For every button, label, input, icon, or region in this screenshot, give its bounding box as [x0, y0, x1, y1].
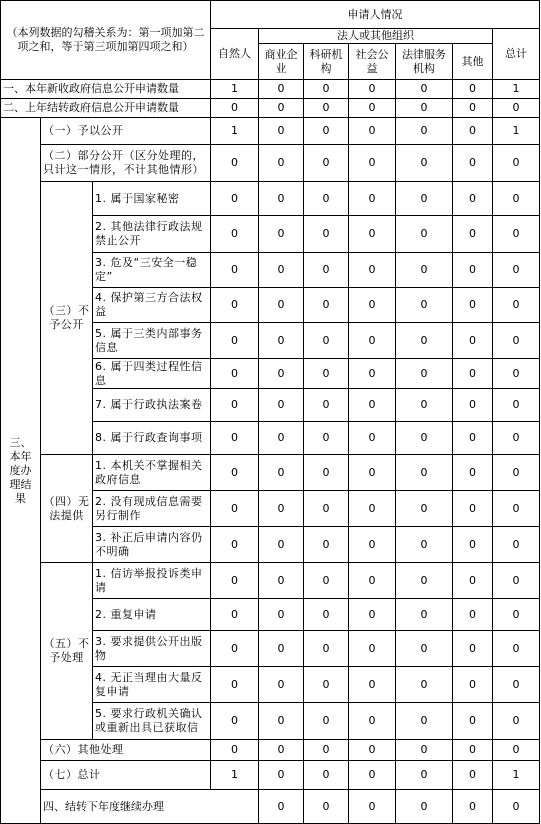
cell-value: 0 [493, 740, 540, 761]
cell-value: 0 [396, 631, 453, 667]
commercial-header: 商业企业 [259, 44, 304, 80]
cell-value: 0 [453, 790, 493, 824]
cell-value: 0 [453, 216, 493, 253]
row-label: 3. 要求提供公开出版物 [93, 631, 211, 667]
cell-value: 0 [259, 99, 304, 118]
cell-value: 1 [211, 118, 259, 145]
cell-value: 0 [259, 667, 304, 703]
cell-value: 0 [349, 599, 396, 631]
table-row [1, 455, 540, 491]
row-label: 1. 本机关不掌握相关政府信息 [93, 455, 211, 491]
cell-value: 0 [396, 527, 453, 563]
cell-value: 0 [259, 761, 304, 790]
row-label: 2. 重复申请 [93, 599, 211, 631]
row-label: 一、本年新收政府信息公开申请数量 [1, 80, 211, 99]
cell-value: 0 [453, 389, 493, 422]
cell-value: 0 [259, 740, 304, 761]
table-row [1, 790, 540, 824]
cell-value: 0 [259, 253, 304, 288]
cell-value: 0 [259, 599, 304, 631]
cell-value: 0 [211, 599, 259, 631]
cell-value: 0 [211, 389, 259, 422]
row-label: 3. 危及“三安全一稳定” [93, 253, 211, 288]
cell-value: 0 [349, 216, 396, 253]
natural-person-header: 自然人 [211, 29, 259, 80]
table-row [1, 563, 540, 599]
cell-value: 0 [349, 527, 396, 563]
cell-value: 0 [304, 145, 349, 182]
cell-value: 1 [211, 80, 259, 99]
cell-value: 0 [304, 527, 349, 563]
cell-value: 0 [349, 389, 396, 422]
cell-value: 0 [349, 703, 396, 740]
row-label: 4. 无正当理由大量反复申请 [93, 667, 211, 703]
cell-value: 0 [396, 455, 453, 491]
cell-value: 0 [396, 80, 453, 99]
cell-value: 0 [304, 563, 349, 599]
row-label: 二、上年结转政府信息公开申请数量 [1, 99, 211, 118]
group-label: （五）不予处理 [41, 563, 93, 740]
cell-value: 0 [453, 359, 493, 389]
cell-value: 0 [211, 631, 259, 667]
cell-value: 0 [453, 455, 493, 491]
cell-value: 0 [349, 491, 396, 527]
cell-value: 0 [493, 422, 540, 455]
cell-value: 0 [304, 455, 349, 491]
cell-value: 0 [349, 422, 396, 455]
cell-value: 1 [493, 761, 540, 790]
cell-value: 0 [453, 761, 493, 790]
cell-value: 0 [453, 527, 493, 563]
cell-value: 0 [453, 563, 493, 599]
row-label: 4. 保护第三方合法权益 [93, 288, 211, 323]
cell-value: 1 [493, 80, 540, 99]
row-label: 6. 属于四类过程性信息 [93, 359, 211, 389]
table-row [1, 182, 540, 216]
table-row [1, 99, 540, 118]
cell-value: 0 [349, 80, 396, 99]
group-label: （四）无法提供 [41, 455, 93, 563]
section3-label: 三、本年度办理结果 [1, 118, 41, 824]
row-label: 1. 属于国家秘密 [93, 182, 211, 216]
cell-value: 0 [304, 491, 349, 527]
cell-value: 0 [349, 631, 396, 667]
cell-value: 0 [211, 422, 259, 455]
cell-value: 0 [259, 118, 304, 145]
cell-value: 0 [259, 145, 304, 182]
cell-value: 0 [453, 667, 493, 703]
row-label: 四、结转下年度继续办理 [41, 790, 259, 824]
cell-value: 1 [493, 118, 540, 145]
cell-value: 0 [493, 99, 540, 118]
cell-value: 0 [211, 359, 259, 389]
cell-value: 0 [304, 182, 349, 216]
legal-service-header: 法律服务机构 [396, 44, 453, 80]
cell-value: 0 [349, 288, 396, 323]
cell-value: 0 [259, 703, 304, 740]
cell-value: 0 [453, 740, 493, 761]
row-label: 3. 补正后申请内容仍不明确 [93, 527, 211, 563]
cell-value: 0 [304, 359, 349, 389]
cell-value: 0 [396, 216, 453, 253]
cell-value: 0 [349, 323, 396, 359]
table-row [1, 761, 540, 790]
cell-value: 0 [453, 288, 493, 323]
cell-value: 0 [396, 118, 453, 145]
cell-value: 0 [493, 216, 540, 253]
cell-value: 0 [493, 253, 540, 288]
cell-value: 0 [211, 216, 259, 253]
cell-value: 0 [349, 253, 396, 288]
cell-value: 0 [349, 118, 396, 145]
cell-value: 0 [349, 99, 396, 118]
cell-value: 0 [349, 563, 396, 599]
research-header: 科研机构 [304, 44, 349, 80]
cell-value: 0 [211, 703, 259, 740]
cell-value: 0 [493, 667, 540, 703]
cell-value: 0 [304, 216, 349, 253]
cell-value: 0 [211, 145, 259, 182]
cell-value: 0 [396, 323, 453, 359]
cell-value: 0 [349, 182, 396, 216]
cell-value: 0 [304, 80, 349, 99]
cell-value: 0 [304, 118, 349, 145]
cell-value: 0 [211, 491, 259, 527]
cell-value: 0 [453, 491, 493, 527]
cell-value: 0 [493, 703, 540, 740]
cell-value: 0 [211, 740, 259, 761]
cell-value: 0 [453, 422, 493, 455]
total-header: 总计 [493, 29, 540, 80]
cell-value: 0 [259, 216, 304, 253]
cell-value: 0 [493, 455, 540, 491]
row-label: 5. 属于三类内部事务信息 [93, 323, 211, 359]
cell-value: 0 [304, 323, 349, 359]
cell-value: 0 [493, 563, 540, 599]
cell-value: 0 [211, 323, 259, 359]
cell-value: 0 [259, 527, 304, 563]
table-row [1, 118, 540, 145]
cell-value: 0 [396, 389, 453, 422]
cell-value: 0 [396, 740, 453, 761]
table-row [1, 80, 540, 99]
row-label: 2. 没有现成信息需要另行制作 [93, 491, 211, 527]
cell-value: 0 [453, 253, 493, 288]
cell-value: 0 [259, 80, 304, 99]
other-header: 其他 [453, 44, 493, 80]
row-label: 8. 属于行政查询事项 [93, 422, 211, 455]
group-label: （三）不予公开 [41, 182, 93, 455]
applicant-situation-header: 申请人情况 [211, 1, 540, 29]
cell-value: 0 [453, 182, 493, 216]
cell-value: 0 [493, 790, 540, 824]
cell-value: 0 [304, 422, 349, 455]
cell-value: 0 [211, 527, 259, 563]
cell-value: 0 [211, 563, 259, 599]
cell-value: 0 [304, 288, 349, 323]
cell-value: 0 [396, 422, 453, 455]
cell-value: 0 [211, 667, 259, 703]
cell-value: 0 [259, 389, 304, 422]
cell-value: 0 [304, 599, 349, 631]
cell-value: 0 [304, 761, 349, 790]
table-row [1, 740, 540, 761]
cell-value: 0 [493, 527, 540, 563]
cell-value: 0 [259, 359, 304, 389]
cell-value: 0 [453, 99, 493, 118]
cell-value: 0 [493, 323, 540, 359]
row-label: 5. 要求行政机关确认或重新出具已获取信 [93, 703, 211, 740]
cell-value: 0 [349, 740, 396, 761]
cell-value: 0 [349, 359, 396, 389]
cell-value: 0 [304, 790, 349, 824]
legal-entities-header: 法人或其他组织 [259, 29, 493, 44]
cell-value: 0 [304, 667, 349, 703]
cell-value: 0 [259, 288, 304, 323]
cell-value: 0 [259, 455, 304, 491]
row-label: 1. 信访举报投诉类申请 [93, 563, 211, 599]
cell-value: 0 [493, 359, 540, 389]
cell-value: 0 [453, 145, 493, 182]
cell-value: 0 [396, 703, 453, 740]
cell-value: 0 [259, 182, 304, 216]
cell-value: 0 [304, 703, 349, 740]
cell-value: 0 [453, 323, 493, 359]
row-label: （二）部分公开（区分处理的，只计这一情形，不计其他情形） [41, 145, 211, 182]
cell-value: 0 [493, 491, 540, 527]
cell-value: 0 [396, 288, 453, 323]
row-label: （七）总计 [41, 761, 211, 790]
cell-value: 0 [259, 631, 304, 667]
cell-value: 0 [211, 99, 259, 118]
cell-value: 0 [396, 491, 453, 527]
row-label: （六）其他处理 [41, 740, 211, 761]
cell-value: 0 [349, 667, 396, 703]
cell-value: 0 [304, 631, 349, 667]
cell-value: 0 [304, 253, 349, 288]
cell-value: 0 [396, 761, 453, 790]
table-row [1, 145, 540, 182]
cell-value: 0 [453, 118, 493, 145]
cell-value: 0 [396, 563, 453, 599]
cell-value: 0 [304, 99, 349, 118]
cell-value: 0 [396, 182, 453, 216]
row-label: 2. 其他法律行政法规禁止公开 [93, 216, 211, 253]
cell-value: 0 [396, 667, 453, 703]
cell-value: 0 [304, 389, 349, 422]
cell-value: 0 [396, 599, 453, 631]
cell-value: 0 [211, 455, 259, 491]
cell-value: 0 [349, 455, 396, 491]
cell-value: 0 [493, 288, 540, 323]
row-label: （一）予以公开 [41, 118, 211, 145]
cell-value: 1 [211, 761, 259, 790]
cell-value: 0 [211, 253, 259, 288]
cell-value: 0 [453, 599, 493, 631]
cell-value: 0 [349, 790, 396, 824]
social-header: 社会公益 [349, 44, 396, 80]
cell-value: 0 [396, 359, 453, 389]
cell-value: 0 [453, 80, 493, 99]
row-label: 7. 属于行政执法案卷 [93, 389, 211, 422]
cell-value: 0 [211, 182, 259, 216]
cell-value: 0 [304, 740, 349, 761]
cell-value: 0 [453, 631, 493, 667]
cell-value: 0 [493, 145, 540, 182]
cell-value: 0 [259, 491, 304, 527]
cell-value: 0 [396, 253, 453, 288]
cell-value: 0 [396, 99, 453, 118]
cell-value: 0 [211, 288, 259, 323]
cell-value: 0 [259, 563, 304, 599]
cell-value: 0 [453, 703, 493, 740]
corner-note: （本列数据的勾稽关系为：第一项加第二项之和，等于第三项加第四项之和） [1, 1, 211, 80]
cell-value: 0 [259, 422, 304, 455]
cell-value: 0 [396, 790, 453, 824]
cell-value: 0 [493, 599, 540, 631]
cell-value: 0 [493, 631, 540, 667]
cell-value: 0 [493, 389, 540, 422]
cell-value: 0 [259, 790, 304, 824]
cell-value: 0 [259, 323, 304, 359]
cell-value: 0 [493, 182, 540, 216]
cell-value: 0 [349, 761, 396, 790]
cell-value: 0 [396, 145, 453, 182]
cell-value: 0 [349, 145, 396, 182]
